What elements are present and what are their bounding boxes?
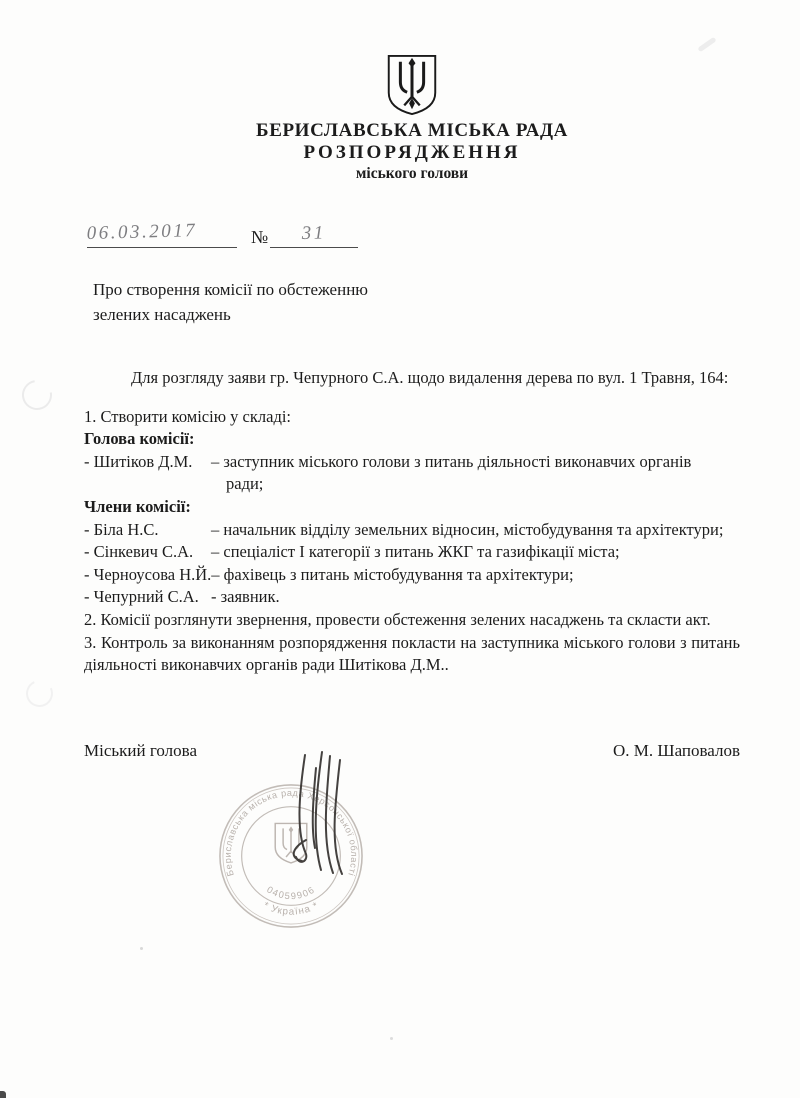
signer-title: Міський голова [84, 740, 197, 760]
date-number-row [84, 220, 740, 253]
scan-artifact-ring [22, 676, 57, 711]
document-type: РОЗПОРЯДЖЕННЯ [303, 142, 521, 163]
intro-paragraph: Для розгляду заяви гр. Чепурного С.А. щодо видалення дерева по вул. 1 Травня, 164: [131, 368, 729, 387]
signer-name: О. М. Шаповалов [613, 740, 740, 760]
commission-member-row [84, 519, 740, 542]
number-sign: № [251, 227, 269, 247]
commission-head-row [84, 451, 740, 496]
scan-artifact-speck [140, 947, 143, 950]
item-1: 1. Створити комісію у складі: [84, 406, 292, 426]
stamp-country-text: * Україна * [261, 900, 321, 918]
signature-row [84, 740, 740, 762]
handwritten-date: 06.03.2017 [86, 220, 198, 245]
scan-artifact-speck [390, 1037, 393, 1040]
member-name: - Сінкевич С.А. [84, 542, 194, 562]
member-role: - заявник. [211, 587, 280, 607]
ukraine-trident-emblem-icon [84, 54, 740, 116]
item-2: 2. Комісії розглянути звернення, провести обстеження зелених насаджень та скласти акт. [84, 609, 711, 629]
member-name: - Біла Н.С. [84, 519, 159, 539]
subject-line-1: Про створення комісії по обстеженню [93, 280, 368, 299]
commission-members-label: Члени комісії: [84, 496, 191, 516]
member-role: – спеціаліст І категорії з питань ЖКГ та газифікації міста; [211, 542, 620, 562]
member-role: – заступник міського голови з питань діяльності виконавчих органів ради; [211, 451, 692, 494]
document-subtitle: міського голови [355, 165, 469, 182]
scan-artifact-corner-mark [0, 1091, 6, 1098]
stamp-ring-text: Бериславська міська рада Херсонської області [222, 787, 360, 878]
date-underline [86, 220, 237, 248]
commission-head-label: Голова комісії: [84, 429, 195, 449]
number-underline [270, 223, 358, 248]
member-name: - Шитіков Д.М. [84, 451, 193, 471]
handwritten-signature [272, 740, 382, 890]
handwritten-number: 31 [301, 222, 327, 245]
member-role: – начальник відділу земельних відносин, містобудування та архітектури; [211, 519, 724, 539]
document-header [84, 54, 740, 183]
item-3: 3. Контроль за виконанням розпорядження покласти на заступника міського голови з питань діяльності виконавчих органів ради Шитікова Д.М.. [84, 632, 740, 675]
member-name: - Черноусова Н.Й. [84, 564, 212, 584]
svg-text:* Україна * [261, 900, 320, 918]
subject-block [93, 277, 740, 327]
commission-member-row [84, 586, 740, 609]
document-body [84, 367, 740, 677]
scan-artifact-ring [16, 374, 58, 416]
member-role: – фахівець з питань містобудування та архітектури; [211, 564, 574, 584]
organization-name: БЕРИСЛАВСЬКА МІСЬКА РАДА [256, 120, 568, 141]
stamp-edrpou-code: 04059906 [265, 884, 317, 902]
commission-member-row [84, 541, 740, 564]
subject-line-2: зелених насаджень [93, 305, 231, 324]
scan-artifact-smudge [697, 37, 716, 53]
member-name: - Чепурний С.А. [84, 587, 199, 607]
commission-member-row [84, 564, 740, 587]
